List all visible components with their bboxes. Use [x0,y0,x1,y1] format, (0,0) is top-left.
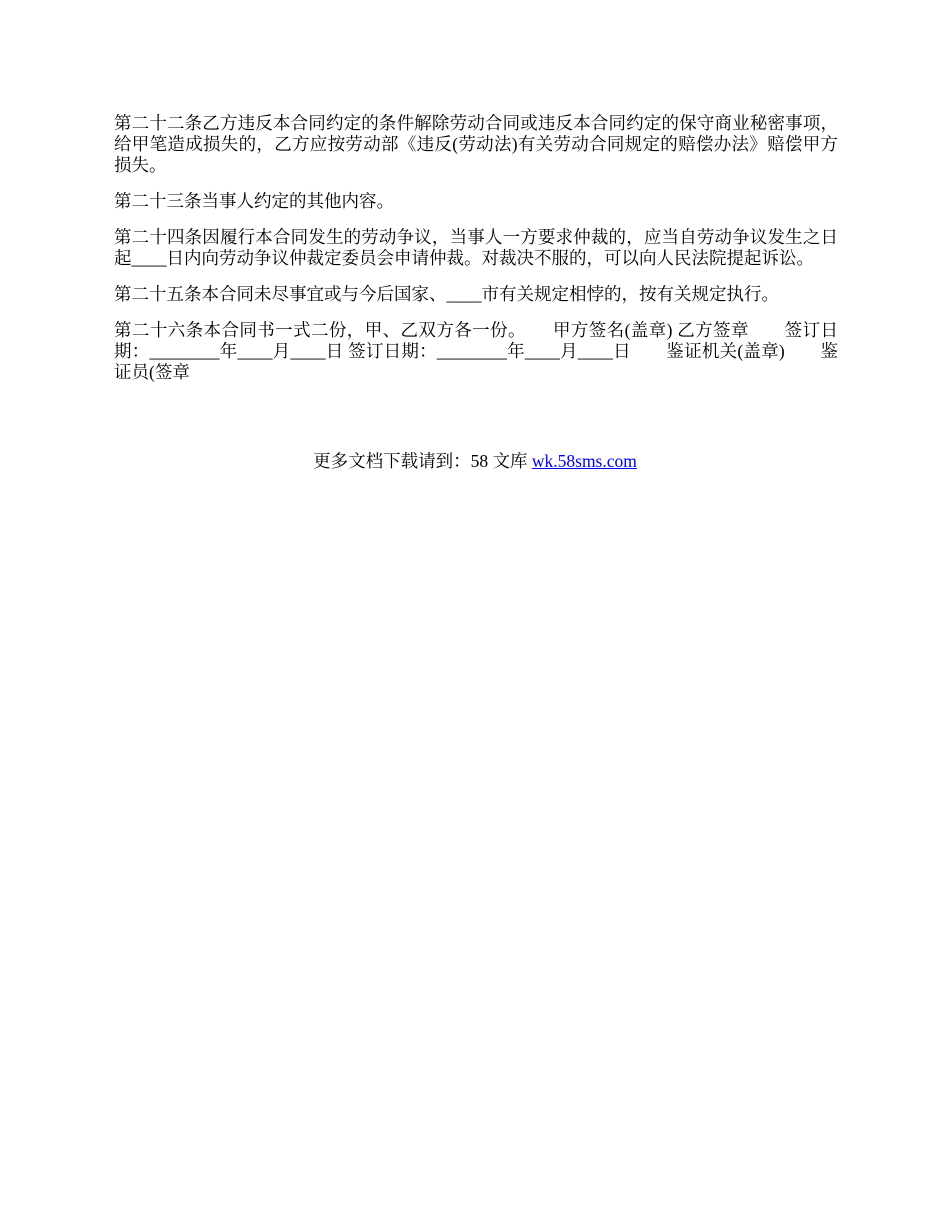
clause-22: 第二十二条乙方违反本合同约定的条件解除劳动合同或违反本合同约定的保守商业秘密事项，给甲笔造成损失的，乙方应按劳动部《违反(劳动法)有关劳动合同规定的赔偿办法》赔偿甲方损失。 [114,113,838,175]
clause-25: 第二十五条本合同未尽事宜或与今后国家、____市有关规定相悖的，按有关规定执行。 [114,284,779,304]
clause-24: 第二十四条因履行本合同发生的劳动争议，当事人一方要求仲裁的，应当自劳动争议发生之日起____日内向劳动争议仲裁定委员会申请仲裁。对裁决不服的，可以向人民法院提起诉讼。 [114,227,838,268]
footer-link[interactable]: wk.58sms.com [531,451,637,471]
clause-23: 第二十三条当事人约定的其他内容。 [114,191,394,211]
document-body [114,113,838,398]
footer-text: 更多文档下载请到：58 文库 [313,451,532,471]
download-footer [0,451,950,472]
clause-26: 第二十六条本合同书一式二份，甲、乙双方各一份。 甲方签名(盖章) 乙方签章 签订日期：________年____月____日 签订日期：________年____月____日 鉴证机关(盖章) 鉴证员(签章 [114,320,838,382]
